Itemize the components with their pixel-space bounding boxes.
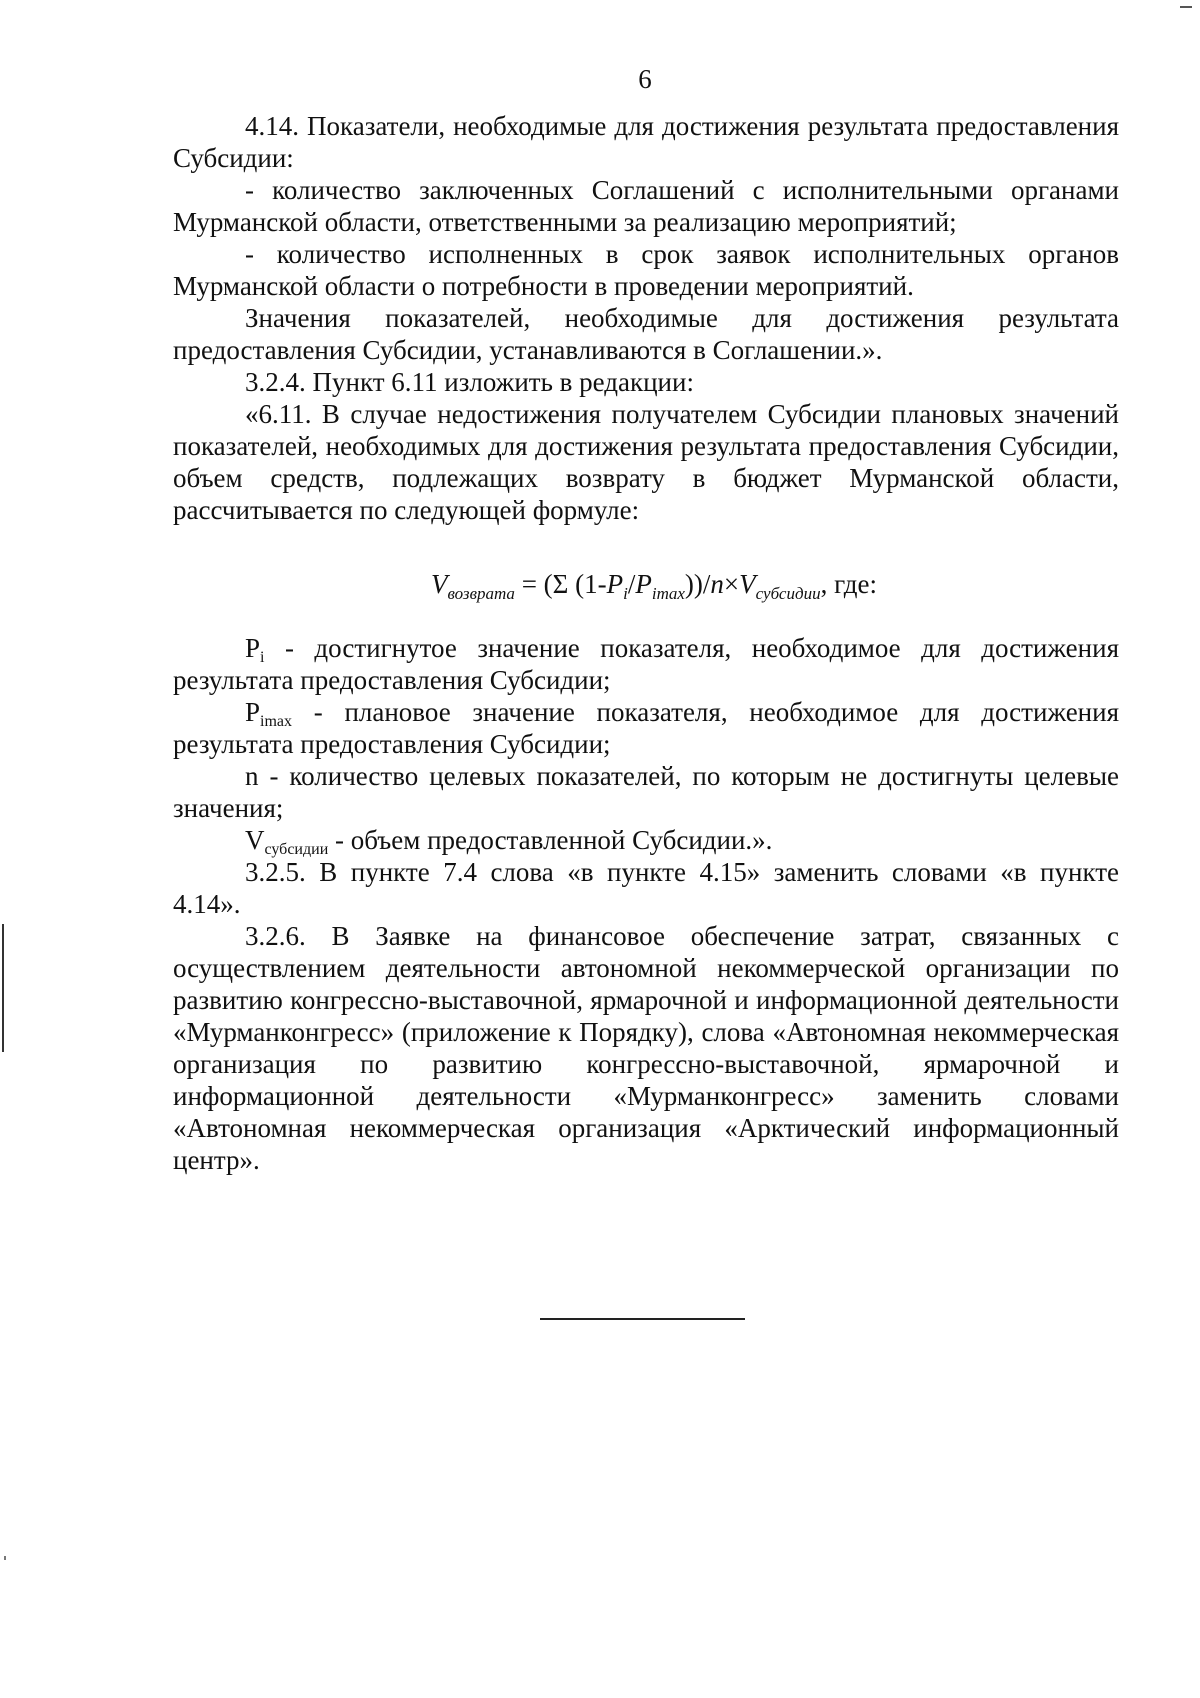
paragraph-6-11: «6.11. В случае недостижения получателем Субсидии плановых значений показателей, необходимых для достижения результата предоставления Субсидии, объем средств, подлежащих возврату в бюджет Мурманской области, рассчитывается по следующей формуле: (173, 399, 1119, 525)
refund-formula: $V_{возврата} = (\Sigma$ $(1-P_i/P_{imax}))/n\times V_{субсидии}$, где: (431, 569, 878, 603)
definition-pimax: Pimax - плановое значение показателя, необходимое для достижения результата предоставления Субсидии; (173, 697, 1119, 759)
paragraph-3-2-5: 3.2.5. В пункте 7.4 слова «в пункте 4.15» заменить словами «в пункте 4.14». (173, 857, 1119, 919)
scan-artifact-left (2, 924, 4, 1052)
definition-vsubsidy: Vсубсидии - объем предоставленной Субсидии.». (245, 825, 773, 858)
paragraph-4-14: 4.14. Показатели, необходимые для достижения результата предоставления Субсидии: (173, 111, 1119, 173)
document-body (173, 110, 1119, 1176)
paragraph-values: Значения показателей, необходимые для достижения результата предоставления Субсидии, устанавливаются в Соглашении.». (173, 303, 1119, 365)
scan-artifact-dot (4, 1556, 6, 1560)
end-of-document-rule (540, 1318, 745, 1320)
scan-artifact-top (1180, 6, 1192, 8)
page-number: 6 (638, 64, 652, 94)
paragraph-item-agreements: - количество заключенных Соглашений с исполнительными органами Мурманской области, ответственными за реализацию мероприятий; (173, 175, 1119, 237)
definition-pi: Pi - достигнутое значение показателя, необходимое для достижения результата предоставления Субсидии; (173, 633, 1119, 695)
paragraph-3-2-4: 3.2.4. Пункт 6.11 изложить в редакции: (245, 367, 694, 397)
paragraph-3-2-6: 3.2.6. В Заявке на финансовое обеспечение затрат, связанных с осуществлением деятельности автономной некоммерческой организации по развитию конгрессно-выставочной, ярмарочной и информационной деятельности «Мурманконгресс» (приложение к Порядку), слова «Автономная некоммерческая организация по развитию конгрессно-выставочной, ярмарочной и информационной деятельности «Мурманконгресс» заменить словами «Автономная некоммерческая организация «Арктический информационный центр». (173, 921, 1119, 1175)
paragraph-item-requests: - количество исполненных в срок заявок исполнительных органов Мурманской области о потребности в проведении мероприятий. (173, 239, 1119, 301)
definition-n: n - количество целевых показателей, по которым не достигнуты целевые значения; (173, 761, 1119, 823)
